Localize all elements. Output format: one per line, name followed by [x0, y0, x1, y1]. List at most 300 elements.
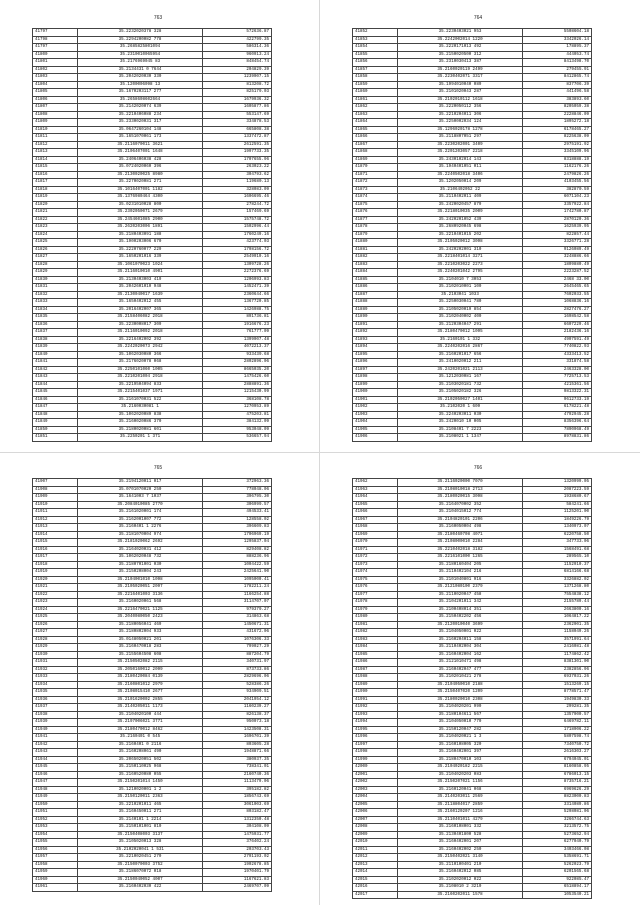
row-id-cell: 41797 — [33, 29, 78, 37]
value-cell: 813208.72 — [203, 81, 272, 89]
row-id-cell: 42014 — [353, 869, 398, 877]
row-id-cell: 41803 — [33, 74, 78, 82]
value-cell: 6786013.15 — [523, 771, 592, 779]
coordinate-cell: 35.2130403003 419 — [78, 276, 203, 284]
value-cell: 279455.91 — [523, 66, 592, 74]
table-row — [33, 524, 272, 532]
coordinate-cell: 35.2105020019 854 — [398, 306, 523, 314]
table-row — [33, 96, 272, 104]
row-id-cell: 41986 — [353, 659, 398, 667]
coordinate-cell: 35.2104020182 2215 — [398, 764, 523, 772]
value-cell: 3061003.69 — [203, 801, 272, 809]
page-764 — [328, 14, 628, 442]
table-row — [353, 779, 592, 787]
coordinate-cell: 35.2160201017 656 — [398, 351, 523, 359]
row-id-cell: 41997 — [353, 741, 398, 749]
value-cell: 1948871.66 — [203, 749, 272, 757]
table-row — [353, 569, 592, 577]
value-cell: 2888891.36 — [203, 381, 272, 389]
row-id-cell: 41828 — [33, 261, 78, 269]
table-row — [33, 629, 272, 637]
coordinate-cell: 35.2130020025 8980 — [78, 171, 203, 179]
row-id-cell: 41841 — [33, 359, 78, 367]
value-cell: 1160239.27 — [203, 704, 272, 712]
coordinate-cell: 35.2186070072 018 — [78, 869, 203, 877]
value-cell: 4215361.56 — [523, 381, 592, 389]
coordinate-cell: 35.2110020047 458 — [398, 591, 523, 599]
coordinate-cell: 35.0148050021 201 — [78, 636, 203, 644]
coordinate-cell: 35.2230008017 309 — [78, 321, 203, 329]
row-id-cell: 41922 — [33, 591, 78, 599]
row-id-cell: 41983 — [353, 636, 398, 644]
row-id-cell: 41889 — [353, 306, 398, 314]
table-row — [33, 771, 272, 779]
row-id-cell: 41910 — [33, 501, 78, 509]
table-row — [353, 681, 592, 689]
table-row — [353, 824, 592, 832]
value-cell: 396609.83 — [203, 524, 272, 532]
table-row — [353, 231, 592, 239]
table-row — [353, 891, 592, 899]
coordinate-cell: 35.2150407020 1209 — [398, 689, 523, 697]
table-row — [353, 389, 592, 397]
value-cell: 1707655.96 — [203, 156, 272, 164]
coordinate-cell: 35.2140205011 1173 — [78, 704, 203, 712]
value-cell: 2223287.52 — [523, 269, 592, 277]
value-cell: 6469782.11 — [523, 719, 592, 727]
table-row — [353, 501, 592, 509]
coordinate-cell: 35.2250030041 780 — [398, 299, 523, 307]
page-number: 763 — [153, 15, 163, 21]
value-cell: 5273652.94 — [523, 831, 592, 839]
coordinate-cell: 35.2240201042 2795 — [398, 269, 523, 277]
row-id-cell: 41865 — [353, 126, 398, 134]
value-cell: 6518894.17 — [523, 884, 592, 892]
value-cell: 2612591.35 — [203, 141, 272, 149]
row-id-cell: 41811 — [33, 134, 78, 142]
value-cell: 953048.09 — [203, 426, 272, 434]
coordinate-cell: 35.2160401 1 2276 — [78, 524, 203, 532]
table-row — [33, 51, 272, 59]
coordinate-cell: 35.1651070061 173 — [78, 134, 203, 142]
data-table — [32, 478, 272, 892]
value-cell: 6178465.27 — [523, 126, 592, 134]
row-id-cell: 41908 — [33, 486, 78, 494]
coordinate-cell: 35.2230402071 3317 — [398, 74, 523, 82]
coordinate-cell: 35.2420020457 879 — [398, 201, 523, 209]
table-row — [33, 486, 272, 494]
row-id-cell: 41904 — [353, 419, 398, 427]
value-cell: 1068836.16 — [523, 299, 592, 307]
table-row — [33, 306, 272, 314]
row-id-cell: 42002 — [353, 779, 398, 787]
row-id-cell: 41965 — [353, 501, 398, 509]
table-row — [33, 186, 272, 194]
value-cell: 340731.97 — [203, 659, 272, 667]
coordinate-cell: 35.0701070020 250 — [78, 486, 203, 494]
coordinate-cell: 35.2084010085 2770 — [78, 501, 203, 509]
row-id-cell: 42011 — [353, 846, 398, 854]
value-cell: 1158049.26 — [523, 629, 592, 637]
coordinate-cell: 35.2180020081 601 — [78, 426, 203, 434]
value-cell: 334878.53 — [203, 119, 272, 127]
table-row — [353, 239, 592, 247]
coordinate-cell: 35.1062020089 838 — [78, 411, 203, 419]
row-id-cell: 41976 — [353, 584, 398, 592]
value-cell: 1452471.39 — [203, 284, 272, 292]
coordinate-cell: 35.2150110025 968 — [78, 764, 203, 772]
table-row — [33, 36, 272, 44]
coordinate-cell: 35.2210401015 202 — [398, 231, 523, 239]
value-cell: 6220758.50 — [523, 531, 592, 539]
table-row — [33, 104, 272, 112]
table-row — [353, 771, 592, 779]
coordinate-cell: 35.2104015012 774 — [398, 509, 523, 517]
coordinate-cell: 35.2105020013 328 — [78, 839, 203, 847]
coordinate-cell: 35.2110402004 304 — [398, 644, 523, 652]
coordinate-cell: 35.2104050010 2188 — [398, 681, 523, 689]
table-row — [353, 134, 592, 142]
coordinate-cell: 35.2105020182 326 — [398, 389, 523, 397]
table-row — [33, 546, 272, 554]
value-cell: 441496.58 — [523, 89, 592, 97]
row-id-cell: 41953 — [33, 824, 78, 832]
value-cell: 157469.69 — [203, 209, 272, 217]
row-id-cell: 41938 — [33, 711, 78, 719]
coordinate-cell: 35.1061070023 1024 — [78, 261, 203, 269]
value-cell: 979379.27 — [203, 606, 272, 614]
table-row — [33, 351, 272, 359]
row-id-cell: 41946 — [33, 771, 78, 779]
row-id-cell: 41988 — [353, 674, 398, 682]
value-cell: 1064817.22 — [523, 614, 592, 622]
coordinate-cell: 35.2220050112 356 — [398, 104, 523, 112]
row-id-cell: 41900 — [353, 389, 398, 397]
coordinate-cell: 35.2160402004 162 — [398, 651, 523, 659]
coordinate-cell: 35.2150502082 2115 — [78, 659, 203, 667]
value-cell: 1513269.15 — [523, 681, 592, 689]
coordinate-cell: 35.2102020012 022 — [398, 876, 523, 884]
coordinate-cell: 35.2116010092 2018 — [78, 329, 203, 337]
value-cell: 1696701.39 — [203, 734, 272, 742]
table-row — [33, 134, 272, 142]
table-row — [33, 479, 272, 487]
row-id-cell: 41942 — [33, 741, 78, 749]
table-row — [33, 126, 272, 134]
row-id-cell: 41931 — [33, 659, 78, 667]
value-cell: 4333413.52 — [523, 351, 592, 359]
coordinate-cell: 35.2050160012 2099 — [78, 666, 203, 674]
row-id-cell: 41820 — [33, 201, 78, 209]
table-row — [33, 816, 272, 824]
coordinate-cell: 35.2194120011 017 — [78, 479, 203, 487]
row-id-cell: 41939 — [33, 719, 78, 727]
table-row — [33, 246, 272, 254]
coordinate-cell: 35.2410020012 211 — [398, 359, 523, 367]
coordinate-cell: 35.1296020178 1278 — [398, 126, 523, 134]
value-cell: 1166254.88 — [203, 591, 272, 599]
table-row — [33, 179, 272, 187]
coordinate-cell: 35.2240502018 3406 — [398, 171, 523, 179]
row-id-cell: 41955 — [33, 839, 78, 847]
coordinate-cell: 35.2104050001 022 — [398, 629, 523, 637]
row-id-cell: 41830 — [33, 276, 78, 284]
table-row — [33, 276, 272, 284]
row-id-cell: 41831 — [33, 284, 78, 292]
row-id-cell: 42005 — [353, 801, 398, 809]
table-row — [353, 674, 592, 682]
table-row — [33, 336, 272, 344]
value-cell: 922085.47 — [523, 876, 592, 884]
value-cell: 395182.82 — [203, 786, 272, 794]
coordinate-cell: 35.1200006098 13 — [78, 81, 203, 89]
value-cell: 6277040.79 — [523, 839, 592, 847]
table-row — [33, 89, 272, 97]
table-row — [353, 216, 592, 224]
coordinate-cell: 35.1650201016 339 — [78, 254, 203, 262]
coordinate-cell: 35.1994010040 089 — [398, 81, 523, 89]
row-id-cell: 41878 — [353, 224, 398, 232]
coordinate-cell: 35.2160108005 320 — [398, 741, 523, 749]
table-row — [353, 764, 592, 772]
row-id-cell: 41912 — [33, 516, 78, 524]
coordinate-cell: 35.2218401014 3271 — [398, 254, 523, 262]
table-row — [33, 329, 272, 337]
value-cell: 586314.36 — [203, 44, 272, 52]
coordinate-cell: 35.0724020060 396 — [78, 164, 203, 172]
row-id-cell: 41934 — [33, 681, 78, 689]
row-id-cell: 41801 — [33, 59, 78, 67]
value-cell: 5262023.79 — [523, 861, 592, 869]
table-row — [353, 59, 592, 67]
coordinate-cell: 35.2294200082 778 — [78, 36, 203, 44]
table-row — [353, 396, 592, 404]
row-id-cell: 41906 — [353, 434, 398, 442]
table-row — [33, 419, 272, 427]
row-id-cell: 41866 — [353, 134, 398, 142]
table-row — [33, 554, 272, 562]
coordinate-cell: 35.2216101000 1265 — [398, 554, 523, 562]
row-id-cell: 41836 — [33, 321, 78, 329]
row-id-cell: 41860 — [353, 89, 398, 97]
table-row — [353, 321, 592, 329]
row-id-cell: 41944 — [33, 756, 78, 764]
row-id-cell: 41982 — [353, 629, 398, 637]
coordinate-cell: 35.2220760077 229 — [78, 246, 203, 254]
table-row — [353, 434, 592, 442]
value-cell: 2360644.66 — [203, 291, 272, 299]
coordinate-cell: 35.1062030080 366 — [78, 351, 203, 359]
value-cell: 1423508.31 — [203, 726, 272, 734]
value-cell: 380937.35 — [203, 756, 272, 764]
value-cell: 9813322.31 — [523, 389, 592, 397]
table-row — [33, 591, 272, 599]
row-id-cell: 41846 — [33, 396, 78, 404]
coordinate-cell: 35.2118807051 297 — [398, 134, 523, 142]
table-row — [33, 794, 272, 802]
table-row — [33, 876, 272, 884]
coordinate-cell: 35.2160101 1 332 — [398, 336, 523, 344]
table-row — [353, 629, 592, 637]
table-row — [33, 756, 272, 764]
coordinate-cell: 35.2100408014 351 — [398, 606, 523, 614]
coordinate-cell: 35.2680920045 698 — [398, 224, 523, 232]
coordinate-cell: 35.2658608602664 — [78, 96, 203, 104]
table-row — [33, 201, 272, 209]
table-row — [33, 366, 272, 374]
table-row — [33, 764, 272, 772]
value-cell: 1215430.99 — [203, 389, 272, 397]
coordinate-cell: 35.2150201014 1450 — [78, 779, 203, 787]
coordinate-cell: 35.2160402001 207 — [398, 839, 523, 847]
table-row — [353, 74, 592, 82]
table-row — [33, 711, 272, 719]
value-cell: 1902678.85 — [203, 861, 272, 869]
coordinate-cell: 35.2180020015 3098 — [398, 494, 523, 502]
table-row — [33, 501, 272, 509]
table-row — [33, 261, 272, 269]
table-row — [33, 869, 272, 877]
coordinate-cell: 35.2181020062 2692 — [78, 539, 203, 547]
row-id-cell: 41855 — [353, 51, 398, 59]
row-id-cell: 41956 — [33, 846, 78, 854]
row-id-cell: 41879 — [353, 231, 398, 239]
table-row — [33, 644, 272, 652]
value-cell: 2382856.96 — [523, 666, 592, 674]
value-cell: 376402.24 — [203, 839, 272, 847]
value-cell: 1475426.60 — [203, 374, 272, 382]
row-id-cell: 41861 — [353, 96, 398, 104]
table-row — [33, 149, 272, 157]
table-row — [353, 576, 592, 584]
value-cell: 1399907.48 — [203, 336, 272, 344]
table-row — [353, 786, 592, 794]
row-id-cell: 41797 — [33, 44, 78, 52]
value-cell: 6794045.01 — [523, 756, 592, 764]
row-id-cell: 41897 — [353, 366, 398, 374]
table-row — [353, 801, 592, 809]
value-cell: 1295837.04 — [203, 539, 272, 547]
value-cell: 304108.09 — [203, 824, 272, 832]
value-cell: 1605877.86 — [203, 104, 272, 112]
row-id-cell: 41849 — [33, 419, 78, 427]
value-cell: 278244.72 — [203, 201, 272, 209]
coordinate-cell: 35.2160120041 068 — [398, 786, 523, 794]
value-cell: 1125201.00 — [523, 509, 592, 517]
value-cell: 873733.86 — [203, 666, 272, 674]
coordinate-cell: 35.2116010010 4901 — [78, 269, 203, 277]
value-cell: 1270953.89 — [203, 404, 272, 412]
coordinate-cell: 35.2042601010 948 — [78, 284, 203, 292]
table-row — [353, 186, 592, 194]
row-id-cell: 41813 — [33, 149, 78, 157]
table-row — [33, 786, 272, 794]
coordinate-cell: 35.2330020031 317 — [78, 119, 203, 127]
table-row — [353, 269, 592, 277]
page-number: 766 — [473, 465, 483, 471]
value-cell: 5298081.06 — [523, 809, 592, 817]
table-row — [353, 141, 592, 149]
table-row — [33, 561, 272, 569]
table-row — [353, 351, 592, 359]
coordinate-cell: 35.2040080050 2423 — [78, 614, 203, 622]
value-cell: 822857.44 — [523, 231, 592, 239]
row-id-cell: 41842 — [33, 366, 78, 374]
table-row — [353, 884, 592, 892]
table-row — [353, 419, 592, 427]
row-id-cell: 42012 — [353, 854, 398, 862]
table-row — [33, 209, 272, 217]
table-row — [33, 831, 272, 839]
table-row — [33, 291, 272, 299]
table-row — [33, 314, 272, 322]
table-row — [33, 494, 272, 502]
value-cell: 536657.94 — [203, 434, 272, 442]
coordinate-cell: 35.2160401 0 2116 — [78, 741, 203, 749]
table-row — [353, 659, 592, 667]
row-id-cell: 41959 — [33, 869, 78, 877]
row-id-cell: 41995 — [353, 726, 398, 734]
table-row — [353, 51, 592, 59]
row-id-cell: 41835 — [33, 314, 78, 322]
table-row — [353, 636, 592, 644]
coordinate-cell: 35.2180701001 030 — [78, 561, 203, 569]
coordinate-cell: 35.0231010028 800 — [78, 201, 203, 209]
value-cell: 837706.39 — [523, 81, 592, 89]
coordinate-cell: 35.1062020048 732 — [78, 554, 203, 562]
value-cell: 584241.66 — [523, 501, 592, 509]
coordinate-cell: 35.2160120207 1216 — [398, 809, 523, 817]
coordinate-cell: 35.2230403021 953 — [398, 29, 523, 37]
page-766 — [328, 464, 628, 899]
table-row — [353, 794, 592, 802]
coordinate-cell: 35.2104820101 2206 — [398, 516, 523, 524]
coordinate-cell: 35.1376980464 4300 — [78, 194, 203, 202]
coordinate-cell: 35.2105020051 2097 — [78, 584, 203, 592]
coordinate-cell: 35.1650402012 455 — [78, 299, 203, 307]
value-cell: 7890968.49 — [523, 426, 592, 434]
row-id-cell: 41972 — [353, 554, 398, 562]
row-id-cell: 42016 — [353, 884, 398, 892]
value-cell: 8381301.00 — [523, 659, 592, 667]
row-id-cell: 41832 — [33, 291, 78, 299]
table-row — [33, 59, 272, 67]
value-cell: 382870.59 — [523, 186, 592, 194]
table-row — [353, 869, 592, 877]
table-row — [33, 411, 272, 419]
row-id-cell: 41990 — [353, 689, 398, 697]
coordinate-cell: 35.1016407001 1182 — [78, 186, 203, 194]
table-row — [33, 839, 272, 847]
coordinate-cell: 35.2065020051 502 — [78, 756, 203, 764]
row-id-cell: 41834 — [33, 306, 78, 314]
value-cell: 799027.29 — [203, 644, 272, 652]
coordinate-cell: 35.2103041 1033 — [398, 291, 523, 299]
row-id-cell: 41843 — [33, 374, 78, 382]
table-row — [353, 876, 592, 884]
coordinate-cell: 35.2106407001 1648 — [78, 149, 203, 157]
row-id-cell: 42017 — [353, 891, 398, 899]
row-id-cell: 41809 — [33, 119, 78, 127]
table-row — [353, 621, 592, 629]
coordinate-cell: 35.2302050071 2679 — [78, 209, 203, 217]
coordinate-cell: 35.2430102014 143 — [398, 156, 523, 164]
table-row — [353, 561, 592, 569]
table-row — [353, 359, 592, 367]
coordinate-cell: 35.2210204011 306 — [398, 111, 523, 119]
row-id-cell: 41850 — [33, 426, 78, 434]
coordinate-cell: 35.2104201011 342 — [398, 599, 523, 607]
